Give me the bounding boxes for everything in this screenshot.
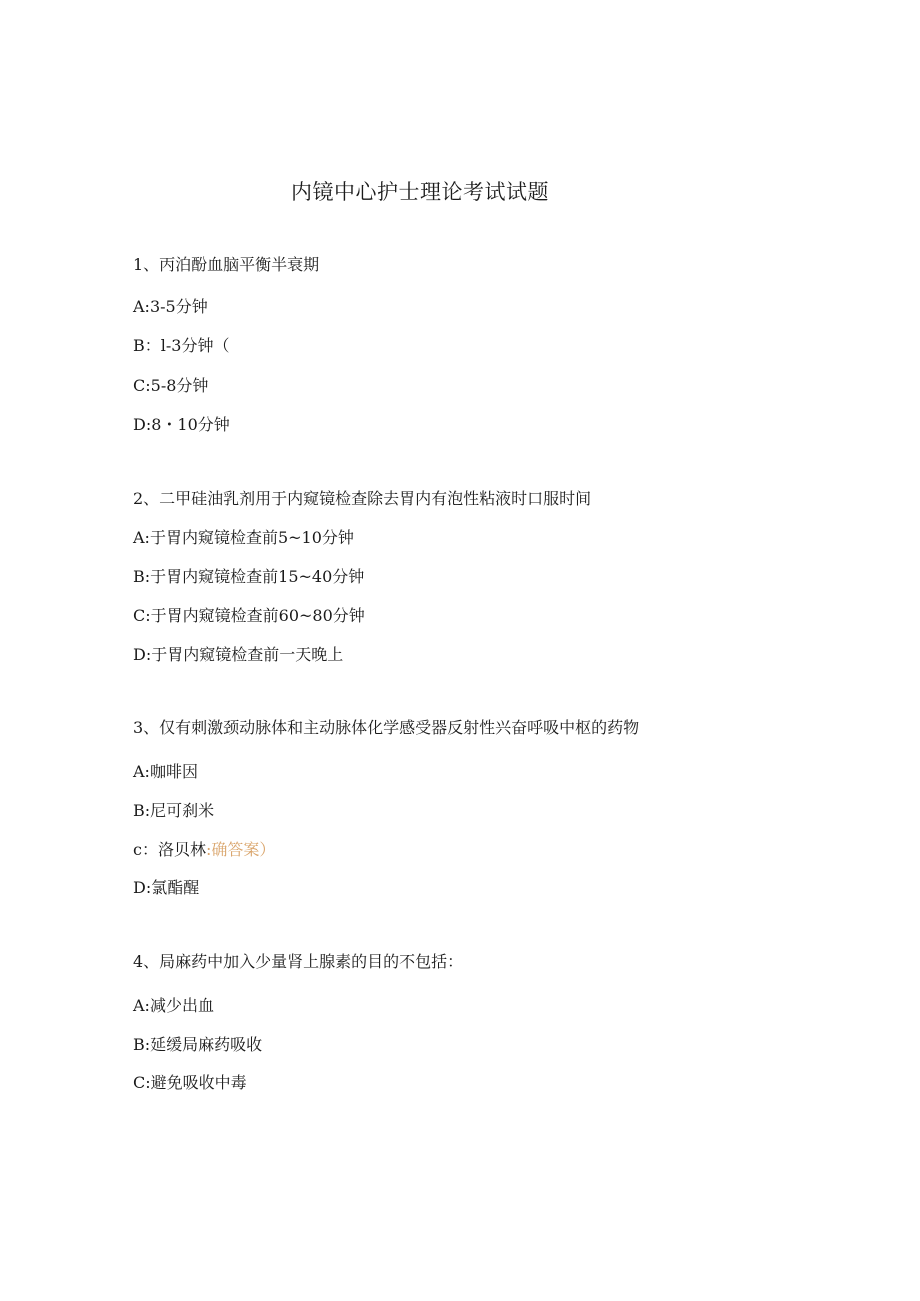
question-1-option-c: C:5-8分钟 xyxy=(133,376,209,395)
question-3-option-b: B:尼可刹米 xyxy=(133,801,215,820)
question-1-option-a: A:3-5分钟 xyxy=(133,297,208,316)
question-3-text: 3、仅有刺激颈动脉体和主动脉体化学感受器反射性兴奋呼吸中枢的药物 xyxy=(133,718,640,737)
question-4-option-a: A:减少出血 xyxy=(133,996,214,1015)
question-4-text: 4、局麻药中加入少量肾上腺素的目的不包括： xyxy=(133,952,464,971)
question-1-option-b: B：l-3分钟（ xyxy=(133,336,230,355)
question-2-option-d: D:于胃内窥镜检查前一天晚上 xyxy=(133,645,344,664)
question-1-text: 1、丙泊酚血脑平衡半衰期 xyxy=(133,255,320,274)
question-3-option-d: D:氯酯醒 xyxy=(133,878,200,897)
question-3-option-a: A:咖啡因 xyxy=(133,762,198,781)
question-3-option-c-row xyxy=(133,840,275,860)
question-2-text: 2、二甲硅油乳剂用于内窥镜检查除去胃内有泡性粘液时口服时间 xyxy=(133,489,592,508)
question-2-option-c: C:于胃内窥镜检查前60~80分钟 xyxy=(133,606,365,625)
correct-answer-note: :确答案） xyxy=(205,840,276,859)
question-4-option-b: B:延缓局麻药吸收 xyxy=(133,1035,263,1054)
question-2-option-b: B:于胃内窥镜检查前15~40分钟 xyxy=(133,567,365,586)
question-1-option-d: D:8・10分钟 xyxy=(133,415,230,434)
question-3-option-c: c：洛贝林 xyxy=(133,840,206,859)
page-title: 内镜中心护士理论考试试题 xyxy=(291,180,549,204)
question-2-option-a: A:于胃内窥镜检查前5~10分钟 xyxy=(133,528,354,547)
question-4-option-c: C:避免吸收中毒 xyxy=(133,1073,247,1092)
